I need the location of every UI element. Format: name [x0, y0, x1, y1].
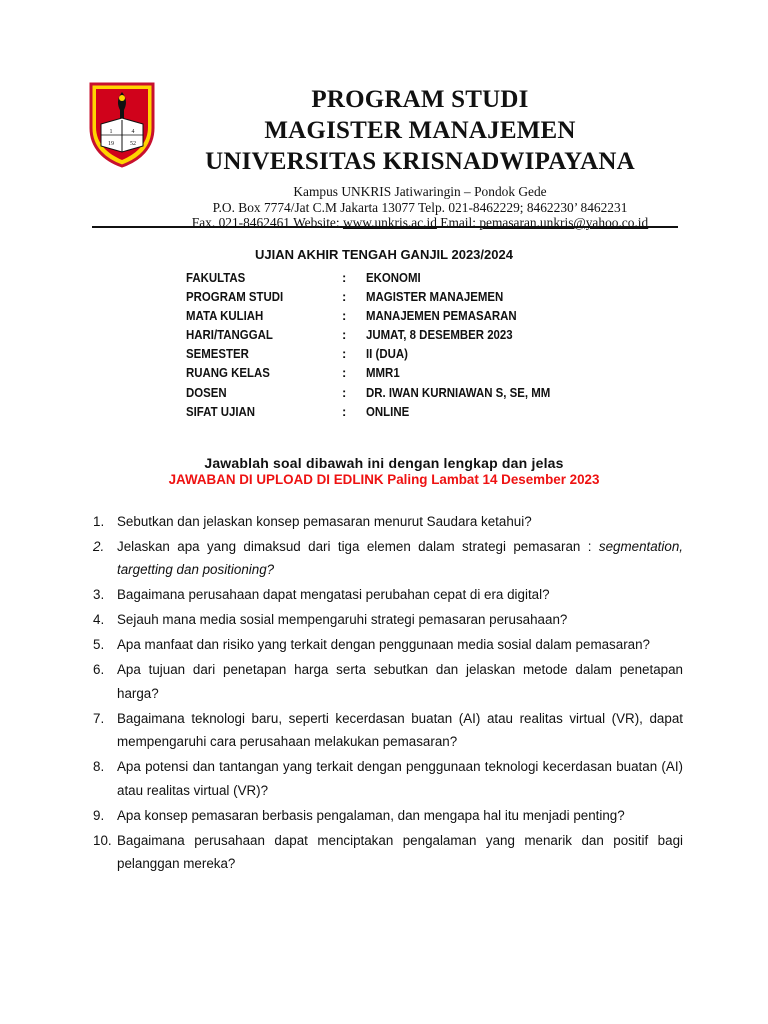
info-key: HARI/TANGGAL: [186, 327, 273, 343]
question-text: Jelaskan apa yang dimaksud dari tiga elemen dalam strategi pemasaran :: [117, 539, 599, 554]
question-number: 7.: [93, 710, 105, 726]
university-logo: [89, 82, 155, 168]
question-text: Apa potensi dan tantangan yang terkait dengan penggunaan teknologi kecerdasan buatan (AI) atau realitas virtual (VR)?: [117, 759, 683, 798]
info-value: ONLINE: [366, 403, 410, 419]
title-program-studi: PROGRAM STUDI: [311, 86, 529, 113]
email-prefix: Email:: [436, 215, 480, 230]
question-number: 1.: [93, 514, 105, 529]
info-value: DR. IWAN KURNIAWAN S, SE, MM: [366, 384, 551, 400]
logo-year-bottom-right: 52: [130, 141, 136, 147]
question-number: 5.: [93, 637, 105, 653]
info-separator: :: [342, 403, 347, 419]
info-value: II (DUA): [366, 346, 408, 362]
question-item: [93, 707, 683, 754]
logo-year-right: 4: [131, 129, 135, 135]
info-value: JUMAT, 8 DESEMBER 2023: [366, 327, 513, 343]
fax-prefix: Fax. 021-8462461 Website:: [191, 215, 343, 230]
info-separator: :: [342, 384, 347, 400]
email-link[interactable]: pemasaran.unkris@yahoo.co.id: [479, 215, 649, 230]
question-text: Sebutkan dan jelaskan konsep pemasaran menurut Saudara ketahui?: [117, 514, 532, 529]
question-italic-terms: segmentation, targetting dan positioning?: [117, 539, 683, 578]
info-key: FAKULTAS: [186, 270, 246, 285]
question-list: [93, 510, 683, 877]
title-magister-manajemen: MAGISTER MANAJEMEN: [264, 117, 576, 144]
info-value: MANAJEMEN PEMASARAN: [366, 308, 517, 324]
question-item: [93, 658, 683, 705]
question-number: 8.: [93, 759, 105, 775]
question-item: [93, 583, 683, 606]
fax-contact-line: [160, 215, 680, 231]
info-key: SEMESTER: [186, 346, 249, 362]
logo-year-bottom-left: 19: [108, 141, 114, 147]
question-number: 10.: [93, 832, 112, 848]
question-item: [93, 608, 683, 631]
info-separator: :: [342, 327, 347, 343]
question-text: Bagaimana perusahaan dapat menciptakan pengalaman yang menarik dan positif bagi pelanggan mereka?: [117, 832, 683, 872]
deadline-notice: JAWABAN DI UPLOAD DI EDLINK Paling Lambat 14 Desember 2023: [168, 472, 600, 487]
header-divider: [92, 226, 678, 228]
question-item: [93, 535, 683, 582]
question-item: [93, 804, 683, 827]
info-separator: :: [342, 308, 347, 324]
info-separator: :: [342, 346, 347, 362]
letterhead: [160, 84, 680, 231]
question-number: 4.: [93, 612, 105, 628]
website-link[interactable]: www.unkris.ac.id: [342, 215, 437, 230]
info-key: MATA KULIAH: [186, 308, 264, 324]
info-key: RUANG KELAS: [186, 365, 270, 381]
pobox-phone: P.O. Box 7774/Jat C.M Jakarta 13077 Telp. 021-8462229; 8462230’ 8462231: [212, 199, 628, 215]
info-key: SIFAT UJIAN: [186, 403, 256, 419]
question-text: Apa manfaat dan risiko yang terkait dengan penggunaan media sosial dalam pemasaran?: [117, 637, 650, 653]
question-item: [93, 633, 683, 656]
question-number: 3.: [93, 587, 105, 603]
instruction-line: Jawablah soal dibawah ini dengan lengkap dan jelas: [204, 455, 564, 471]
question-number: 9.: [93, 807, 105, 823]
question-item: [93, 755, 683, 802]
info-key: PROGRAM STUDI: [186, 289, 284, 305]
question-text: Sejauh mana media sosial mempengaruhi strategi pemasaran perusahaan?: [117, 612, 568, 628]
logo-year-left: 1: [109, 129, 113, 135]
info-value: MAGISTER MANAJEMEN: [366, 289, 504, 305]
info-separator: :: [342, 270, 347, 285]
question-text: Apa konsep pemasaran berbasis pengalaman, dan mengapa hal itu menjadi penting?: [117, 807, 625, 823]
exam-title: UJIAN AKHIR TENGAH GANJIL 2023/2024: [255, 247, 513, 262]
question-item: [93, 510, 683, 533]
title-university: UNIVERSITAS KRISNADWIPAYANA: [205, 148, 635, 175]
question-item: [93, 829, 683, 876]
question-number: 2.: [93, 539, 105, 554]
info-key: DOSEN: [186, 384, 227, 400]
question-text: Bagaimana perusahaan dapat mengatasi perubahan cepat di era digital?: [117, 587, 550, 603]
question-text: Bagaimana teknologi baru, seperti kecerdasan buatan (AI) atau realitas virtual (VR), dapat mempengaruhi cara perusahaan melakukan pemasaran?: [117, 710, 683, 750]
info-separator: :: [342, 365, 347, 381]
question-text: Apa tujuan dari penetapan harga serta sebutkan dan jelaskan metode dalam penetapan harga?: [117, 662, 683, 701]
campus-address: Kampus UNKRIS Jatiwaringin – Pondok Gede: [293, 184, 547, 199]
info-value: MMR1: [366, 365, 400, 381]
info-value: EKONOMI: [366, 270, 421, 285]
info-separator: :: [342, 289, 347, 305]
question-number: 6.: [93, 662, 105, 678]
